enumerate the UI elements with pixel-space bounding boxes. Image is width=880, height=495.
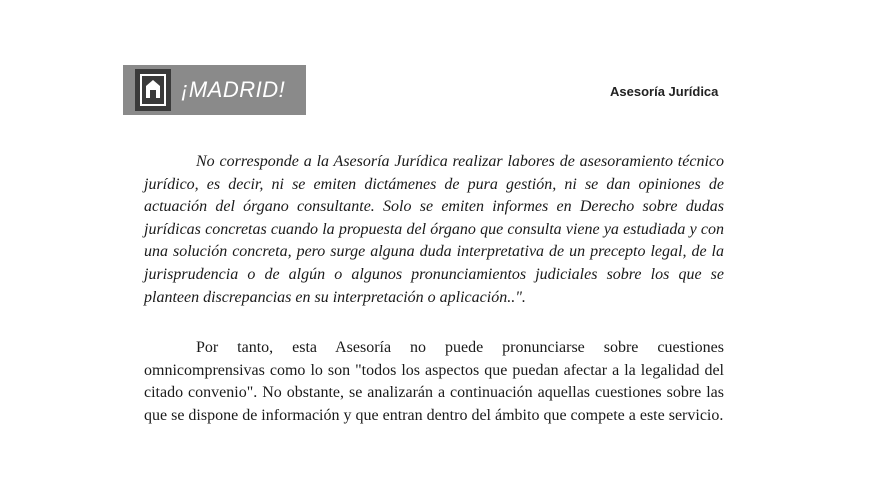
- department-title: Asesoría Jurídica: [610, 84, 719, 99]
- city-crest-icon: [135, 69, 171, 111]
- body-paragraph: Por tanto, esta Asesoría no puede pronunciarse sobre cuestiones omnicomprensivas como lo son "todos los aspectos que puedan afectar a la legalidad del citado convenio". No obstante, se analizarán a continuación aquellas cuestiones sobre las que se dispone de información y que entran dentro del ámbito que compete a este servicio.: [144, 339, 724, 424]
- madrid-logo: [123, 65, 306, 115]
- quoted-paragraph: No corresponde a la Asesoría Jurídica realizar labores de asesoramiento técnico jurídico, es decir, ni se emiten dictámenes de pura gestión, ni se dan opiniones de actuación del órgano consultante. Solo se emiten informes en Derecho sobre dudas jurídicas concretas cuando la propuesta del órgano que consulta viene ya estudiada y con una solución concreta, pero surge alguna duda interpretativa de un precepto legal, de la jurisprudencia o de algún o algunos pronunciamientos judiciales sobre los que se planteen discrepancias en su interpretación o aplicación..".: [144, 153, 724, 306]
- logo-text: ¡MADRID!: [181, 77, 286, 102]
